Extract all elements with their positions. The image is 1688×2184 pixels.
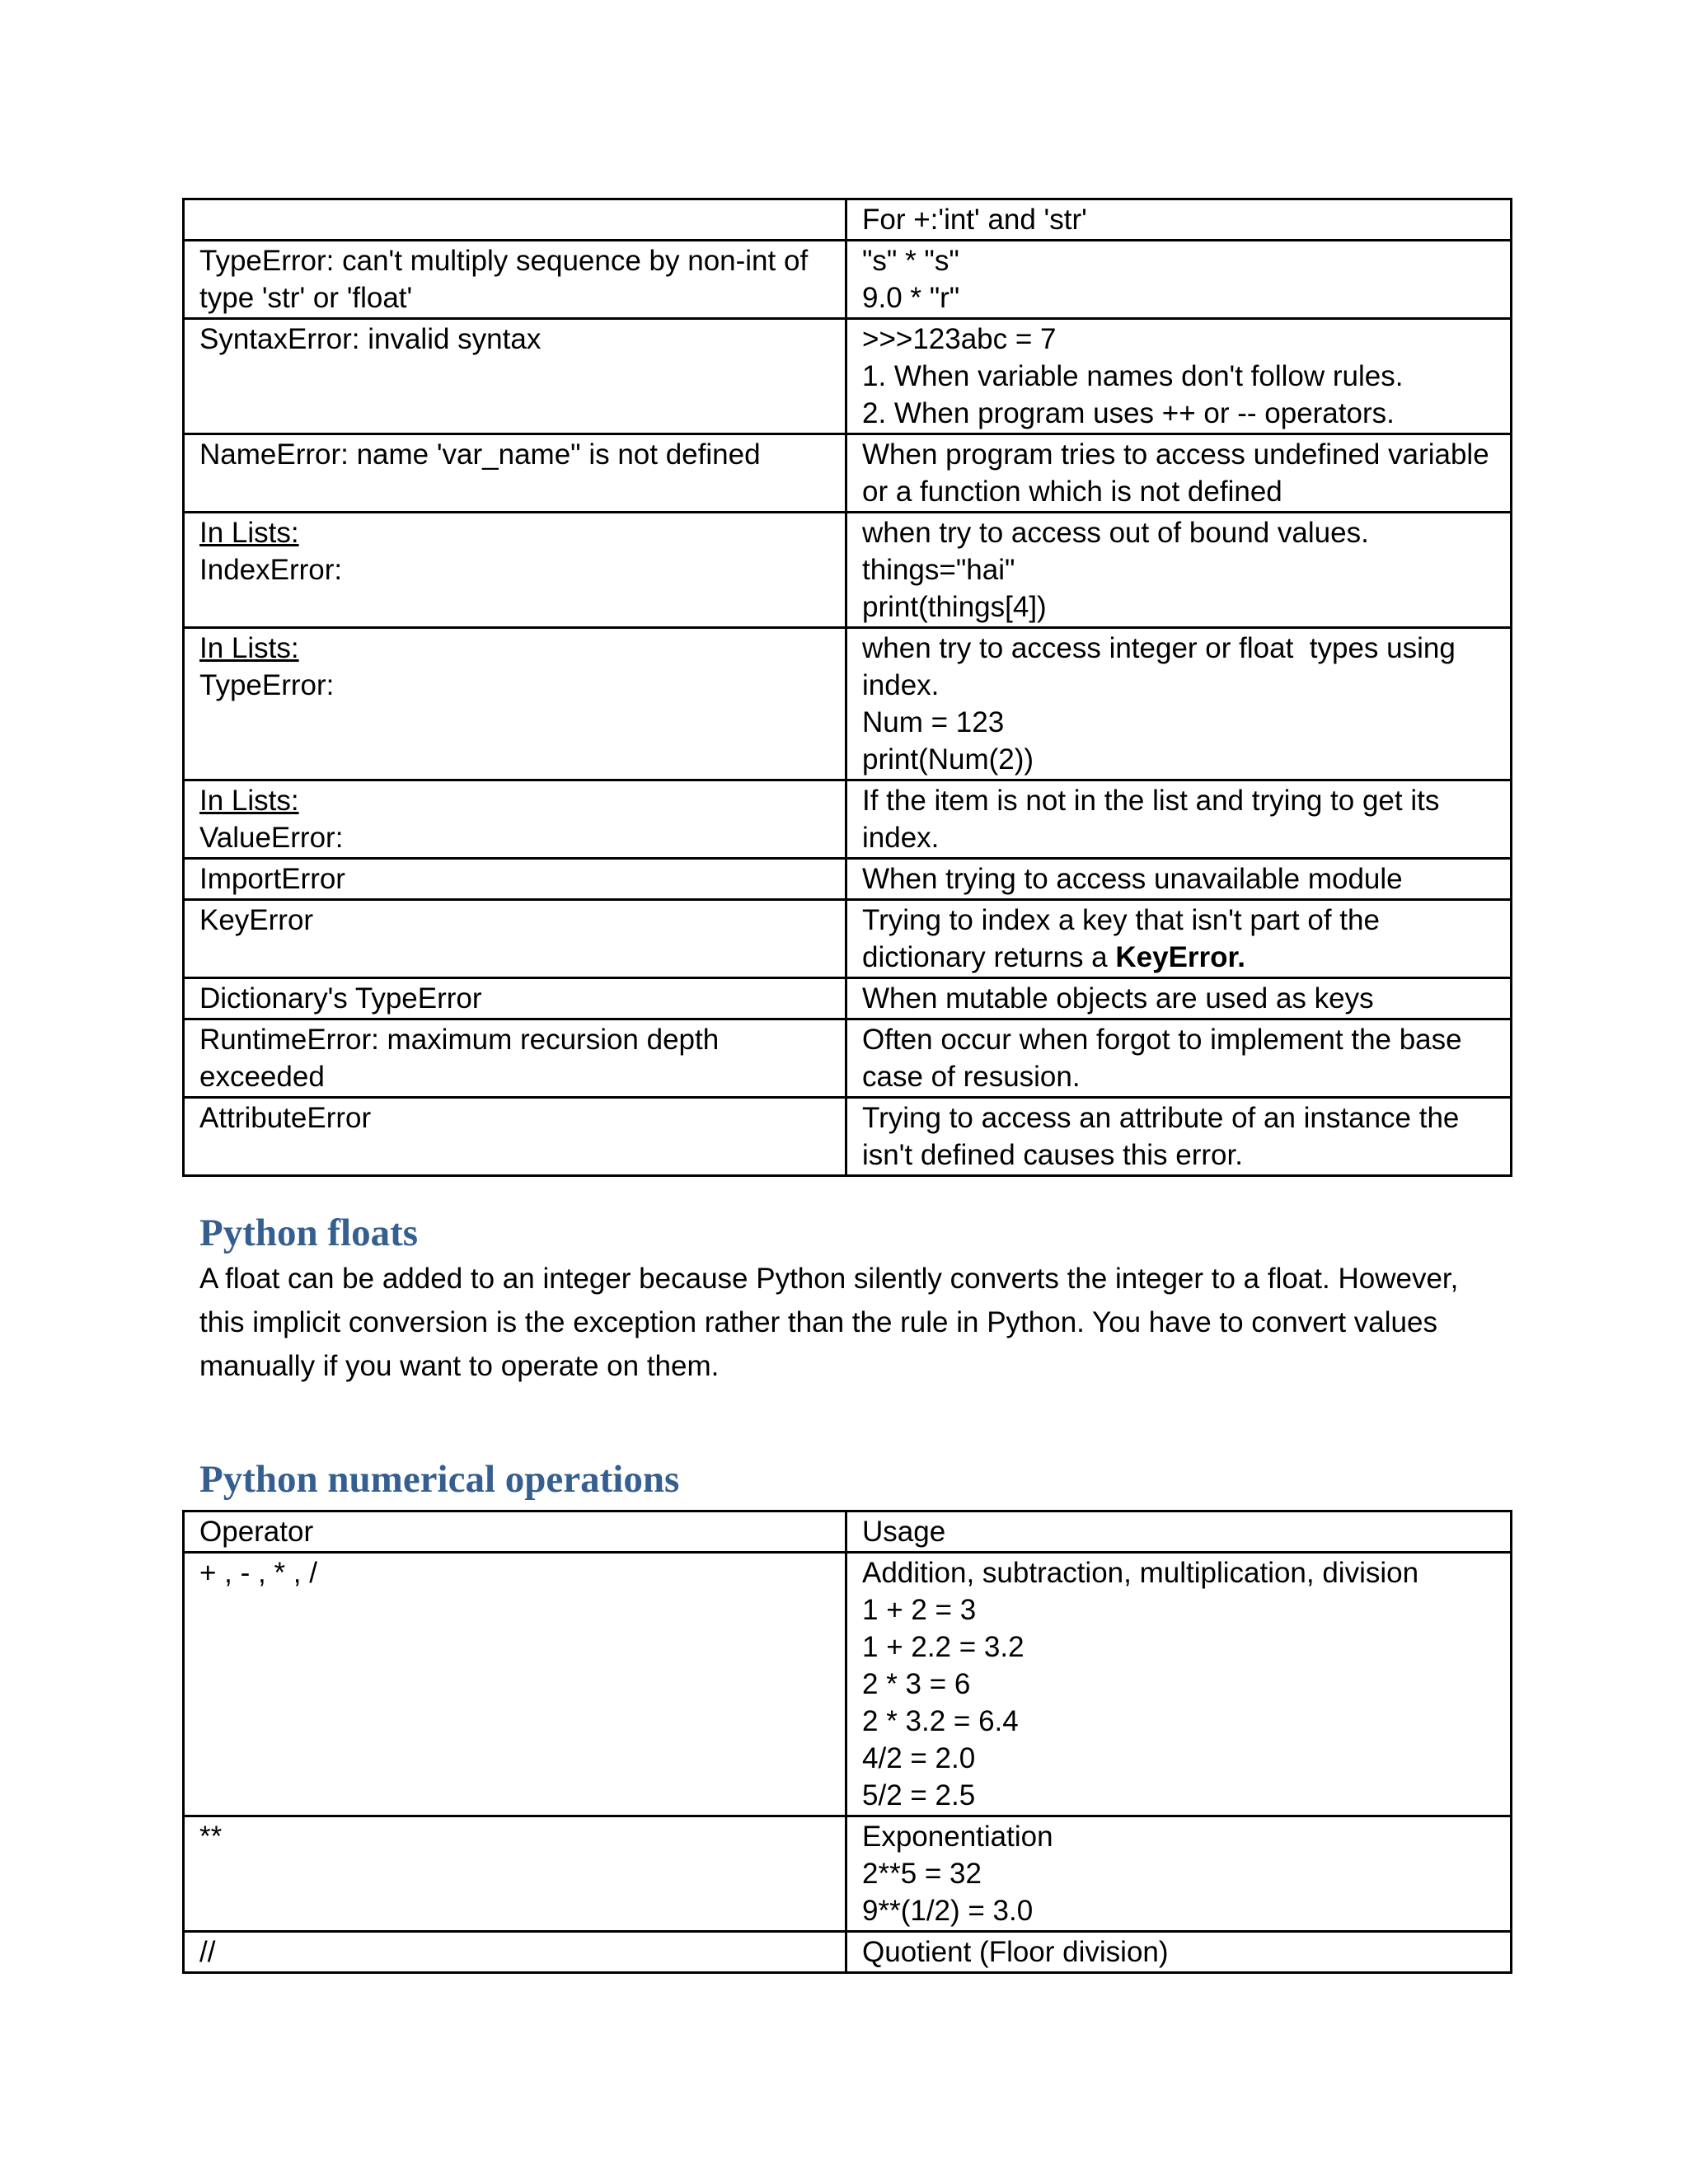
error-description-cell: Trying to access an attribute of an instance the isn't defined causes this error. [846,1098,1512,1176]
table-header-row [184,1511,1512,1553]
operators-table [182,1510,1512,1974]
table-row [184,319,1512,434]
operator-cell: ** [184,1816,846,1932]
context-label: In Lists: [199,632,299,664]
error-description-cell: Trying to index a key that isn't part of the dictionary returns a KeyError. [846,900,1512,978]
error-name-cell: AttributeError [184,1098,846,1176]
error-name-cell: ImportError [184,859,846,900]
table-row [184,1019,1512,1098]
column-header-usage: Usage [846,1511,1512,1553]
usage-cell: Quotient (Floor division) [846,1932,1512,1973]
context-label: In Lists: [199,517,299,549]
table-row [184,1816,1512,1932]
usage-cell: Exponentiation 2**5 = 32 9**(1/2) = 3.0 [846,1816,1512,1932]
error-name-cell: In Lists: TypeError: [184,628,846,780]
error-description-cell: When program tries to access undefined variable or a function which is not defined [846,434,1512,513]
column-header-operator: Operator [184,1511,846,1553]
table-row [184,859,1512,900]
error-name-cell [184,199,846,241]
operator-cell: // [184,1932,846,1973]
operator-cell: + , - , * , / [184,1553,846,1816]
section-heading-numerical-operations: Python numerical operations [199,1458,680,1501]
usage-cell: Addition, subtraction, multiplication, division 1 + 2 = 3 1 + 2.2 = 3.2 2 * 3 = 6 2 * 3.2 = 6.4 4/2 = 2.0 5/2 = 2.5 [846,1553,1512,1816]
table-row [184,199,1512,241]
error-description-cell: "s" * "s" 9.0 * "r" [846,241,1512,319]
error-name-cell: TypeError: can't multiply sequence by non-int of type 'str' or 'float' [184,241,846,319]
error-name-cell: RuntimeError: maximum recursion depth exceeded [184,1019,846,1098]
table-row [184,513,1512,628]
error-name-cell: SyntaxError: invalid syntax [184,319,846,434]
error-description-cell: Often occur when forgot to implement the base case of resusion. [846,1019,1512,1098]
error-description-cell: For +:'int' and 'str' [846,199,1512,241]
context-label: In Lists: [199,785,299,817]
error-name-cell: In Lists: IndexError: [184,513,846,628]
table-row [184,1553,1512,1816]
table-row [184,434,1512,513]
floats-paragraph: A float can be added to an integer because Python silently converts the integer to a float. However, this implicit conversion is the exception rather than the rule in Python. You have to convert values manually if you want to operate on them. [199,1263,1459,1382]
table-row [184,978,1512,1019]
keyerror-emphasis: KeyError. [1115,941,1245,973]
table-row [184,628,1512,780]
error-description-cell: When mutable objects are used as keys [846,978,1512,1019]
error-description-cell: When trying to access unavailable module [846,859,1512,900]
error-description-cell: If the item is not in the list and trying to get its index. [846,780,1512,859]
errors-table [182,198,1512,1177]
table-row [184,241,1512,319]
error-name-cell: NameError: name 'var_name" is not defined [184,434,846,513]
table-row [184,780,1512,859]
table-row [184,1098,1512,1176]
error-name-cell: Dictionary's TypeError [184,978,846,1019]
error-name-cell: KeyError [184,900,846,978]
section-heading-python-floats: Python floats [199,1212,419,1254]
error-name-cell: In Lists: ValueError: [184,780,846,859]
error-description-cell: when try to access out of bound values. things="hai" print(things[4]) [846,513,1512,628]
error-description-cell: when try to access integer or float types using index. Num = 123 print(Num(2)) [846,628,1512,780]
table-row [184,900,1512,978]
table-row [184,1932,1512,1973]
error-description-cell: >>>123abc = 7 1. When variable names don't follow rules. 2. When program uses ++ or -- operators. [846,319,1512,434]
